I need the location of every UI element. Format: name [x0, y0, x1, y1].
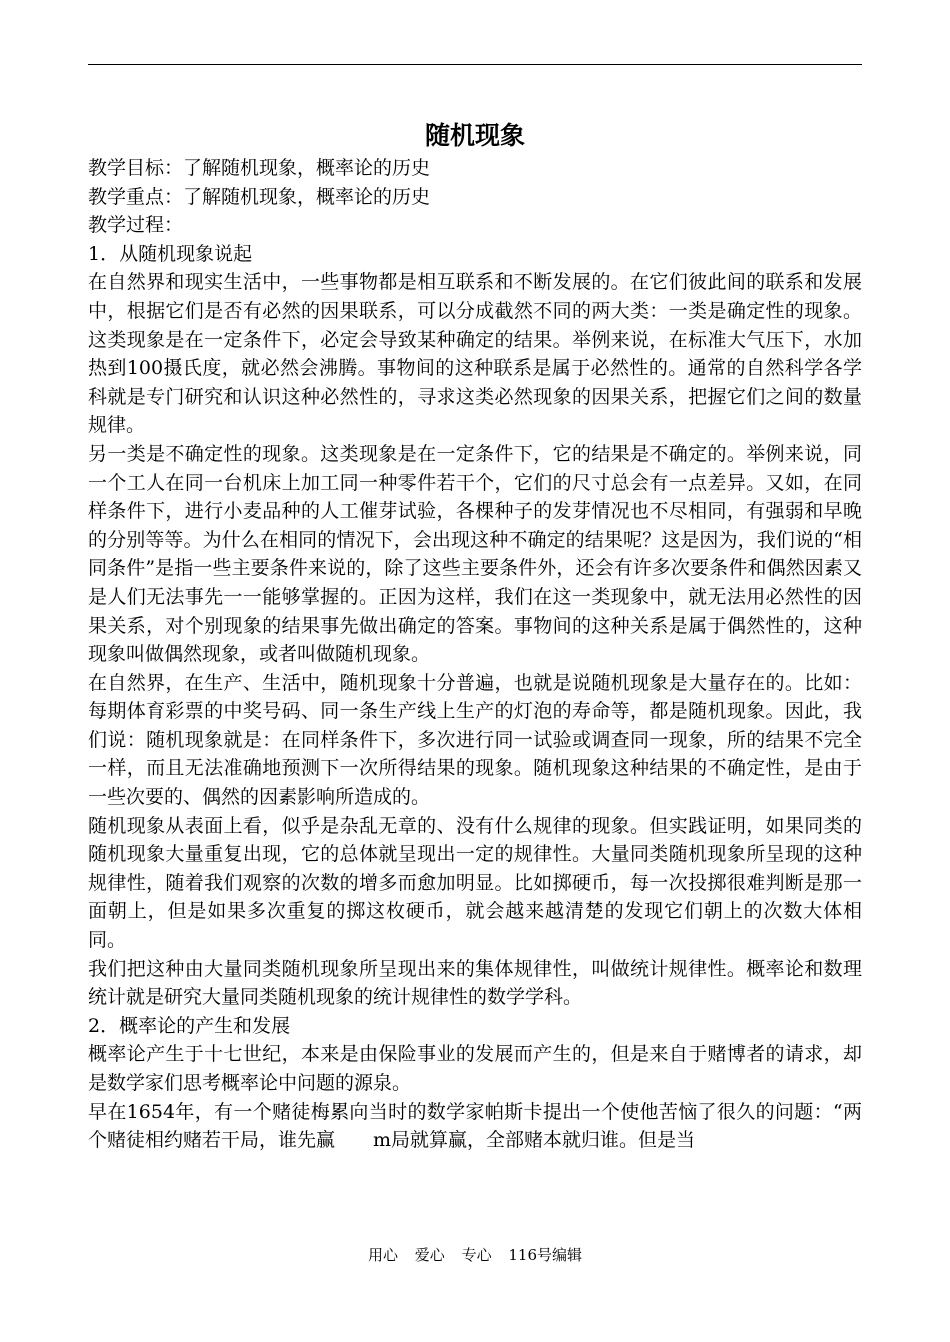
footer-item: 116号编辑	[508, 1246, 583, 1264]
section-2-paragraph: 早在1654年，有一个赌徒梅累向当时的数学家帕斯卡提出一个使他苦恼了很久的问题：“两个赌徒相约赌若干局，谁先赢 m局就算赢，全部赌本就归谁。但是当	[88, 1100, 862, 1152]
section-1-paragraph: 我们把这种由大量同类随机现象所呈现出来的集体规律性，叫做统计规律性。概率论和数理统计就是研究大量同类随机现象的统计规律性的数学学科。	[88, 957, 862, 1009]
document-body	[88, 118, 862, 1155]
page-footer	[0, 1244, 950, 1265]
teaching-process-label: 教学过程：	[88, 214, 184, 237]
teaching-objective: 教学目标：了解随机现象，概率论的历史	[88, 157, 431, 179]
footer-item: 用心	[367, 1246, 398, 1264]
header-rule	[88, 64, 862, 65]
footer-item: 爱心	[414, 1246, 445, 1264]
section-1-paragraph: 随机现象从表面上看，似乎是杂乱无章的、没有什么规律的现象。但实践证明，如果同类的随机现象大量重复出现，它的总体就呈现出一定的规律性。大量同类随机现象所呈现的这种规律性，随着我们观察的次数的增多而愈加明显。比如掷硬币，每一次投掷很难判断是那一面朝上，但是如果多次重复的掷这枚硬币，就会越来越清楚的发现它们朝上的次数大体相同。	[88, 814, 862, 952]
section-1-paragraph: 在自然界，在生产、生活中，随机现象十分普遍，也就是说随机现象是大量存在的。比如：每期体育彩票的中奖号码、同一条生产线上生产的灯泡的寿命等，都是随机现象。因此，我们说：随机现象就是：在同样条件下，多次进行同一试验或调查同一现象，所的结果不完全一样，而且无法准确地预测下一次所得结果的现象。随机现象这种结果的不确定性，是由于一些次要的、偶然的因素影响所造成的。	[88, 671, 862, 809]
footer-item: 专心	[461, 1246, 492, 1264]
document-title: 随机现象	[424, 121, 525, 150]
section-2-heading: 2．概率论的产生和发展	[88, 1014, 291, 1037]
section-1-paragraph: 另一类是不确定性的现象。这类现象是在一定条件下，它的结果是不确定的。举例来说，同一个工人在同一台机床上加工同一种零件若干个，它们的尺寸总会有一点差异。又如，在同样条件下，进行小麦品种的人工催芽试验，各棵种子的发芽情况也不尽相同，有强弱和早晚的分别等等。为什么在相同的情况下，会出现这种不确定的结果呢？这是因为，我们说的“相同条件”是指一些主要条件来说的，除了这些主要条件外，还会有许多次要条件和偶然因素又是人们无法事先一一能够掌握的。正因为这样，我们在这一类现象中，就无法用必然性的因果关系，对个别现象的结果事先做出确定的答案。事物间的这种关系是属于偶然性的，这种现象叫做偶然现象，或者叫做随机现象。	[88, 442, 862, 666]
teaching-key-points: 教学重点：了解随机现象，概率论的历史	[88, 185, 431, 208]
section-1-heading: 1．从随机现象说起	[88, 242, 253, 265]
section-1-paragraph: 在自然界和现实生活中，一些事物都是相互联系和不断发展的。在它们彼此间的联系和发展中，根据它们是否有必然的因果联系，可以分成截然不同的两大类：一类是确定性的现象。这类现象是在一定条件下，必定会导致某种确定的结果。举例来说，在标准大气压下，水加热到100摄氏度，就必然会沸腾。事物间的这种联系是属于必然性的。通常的自然科学各学科就是专门研究和认识这种必然性的，寻求这类必然现象的因果关系，把握它们之间的数量规律。	[88, 271, 862, 437]
section-2-paragraph: 概率论产生于十七世纪，本来是由保险事业的发展而产生的，但是来自于赌博者的请求，却是数学家们思考概率论中问题的源泉。	[88, 1043, 862, 1094]
